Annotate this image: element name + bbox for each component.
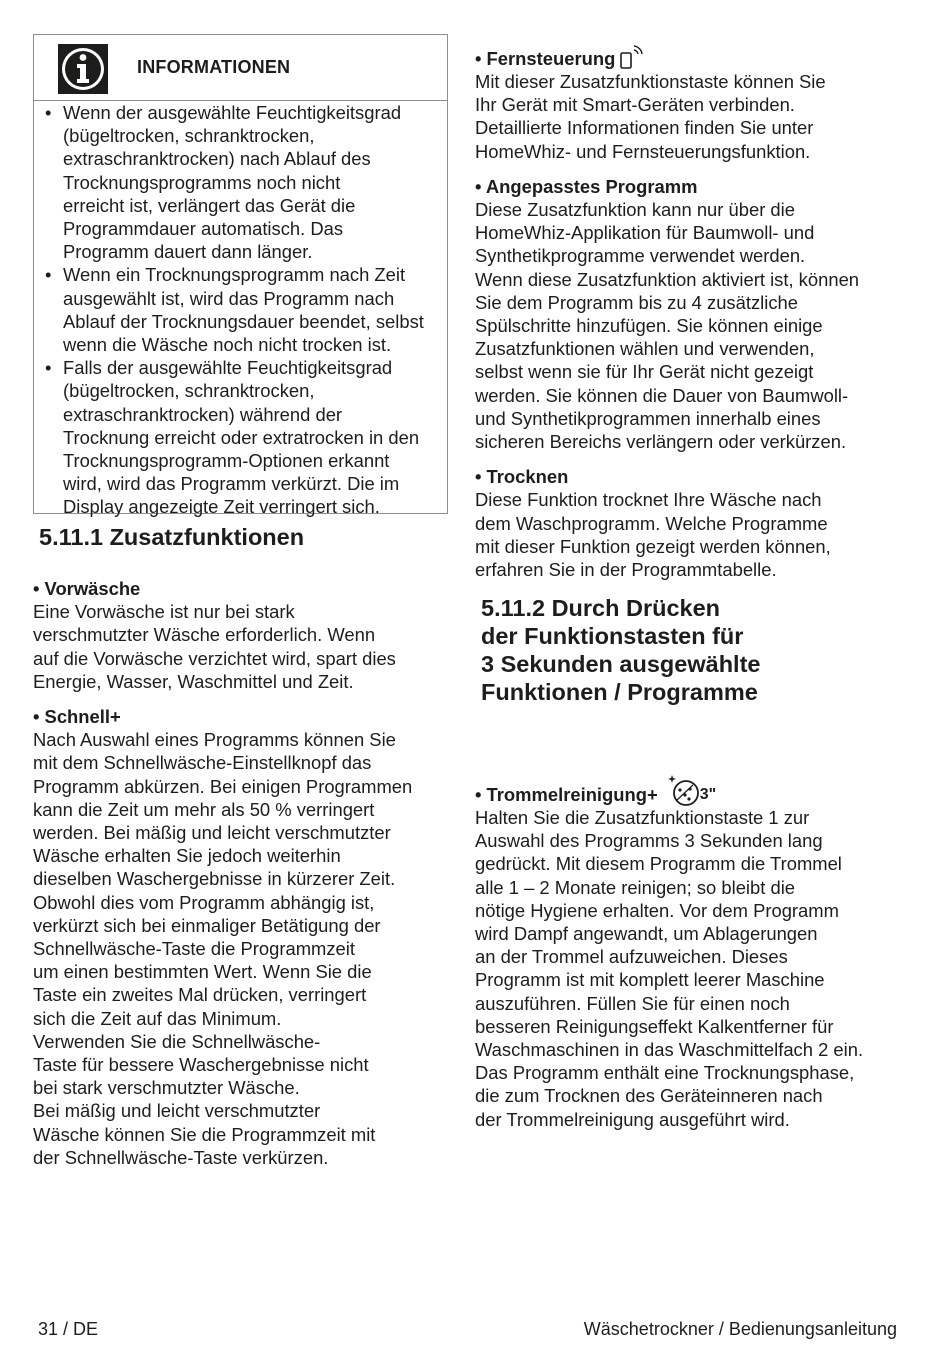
- function-heading: • Schnell+: [33, 706, 121, 728]
- function-item-trocknen: [475, 465, 925, 581]
- drum-cleaning-duration-label: 3": [699, 785, 717, 803]
- function-item-trommelreinigung: [475, 770, 930, 1131]
- function-heading: • Fernsteuerung: [475, 47, 616, 69]
- info-icon: [58, 44, 108, 94]
- section-title-zusatzfunktionen: 5.11.1 Zusatzfunktionen: [39, 524, 305, 550]
- list-item: [34, 356, 449, 518]
- list-item: [34, 263, 449, 356]
- function-heading: • Trommelreinigung+: [475, 783, 658, 805]
- section-title-drucken: 5.11.2 Durch Drücken der Funktionstasten für 3 Sekunden ausgewählte Funktionen / Programme: [481, 595, 761, 705]
- function-text: Nach Auswahl eines Programms können Sie mit dem Schnellwäsche-Einstellknopf das Programm abkürzen. Bei einigen Programmen kann die Zeit um mehr als 50 % verringert werden. Bei mäßig und leicht verschmutzter Wäsche erhalten Sie jedoch weiterhin dieselben Waschergebnisse in kürzerer Zeit. Obwohl dies vom Programm abhängig ist, verkürzt sich bei einmaliger Betätigung der Schnellwäsche-Taste die Programmzeit um einen bestimmten Wert. Wenn Sie die Taste ein zweites Mal drücken, verringert sich die Zeit auf das Minimum. Verwenden Sie die Schnellwäsche- Taste für bessere Waschergebnisse nicht bei stark verschmutzter Wäsche. Bei mäßig und leicht verschmutzter Wäsche können Sie die Programmzeit mit der Schnellwäsche-Taste verkürzen.: [33, 729, 413, 1168]
- function-item-vorwaesche: [33, 577, 453, 693]
- function-heading-row: [475, 770, 930, 806]
- function-text: Diese Funktion trocknet Ihre Wäsche nach dem Waschprogramm. Welche Programme mit dieser Funktion gezeigt werden können, erfahren Sie in der Programmtabelle.: [475, 489, 831, 581]
- list-item: [34, 101, 449, 263]
- remote-control-icon: [619, 44, 643, 70]
- page-number: 31 / DE: [38, 1319, 99, 1339]
- information-item-text: Falls der ausgewählte Feuchtigkeitsgrad (bügeltrocken, schranktrocken, extraschranktrocken) während der Trocknung erreicht oder extratrocken in den Trocknungsprogramm-Optionen erkannt wird, wird das Programm verkürzt. Die im Display angezeigte Zeit verringert sich.: [63, 357, 420, 518]
- function-text: Halten Sie die Zusatzfunktionstaste 1 zur Auswahl des Programms 3 Sekunden lang gedrückt. Mit diesem Programm die Trommel alle 1 – 2 Monate reinigen; so bleibt die nötige Hygiene erhalten. Vor dem Programm wird Dampf angewandt, um Ablagerungen an der Trommel aufzuweichen. Dieses Programm ist mit komplett leerer Maschine auszuführen. Füllen Sie für einen noch besseren Reinigungseffekt Kalkentferner für Waschmaschinen in das Waschmittelfach 2 ein. Das Programm enthält eine Trocknungsphase, die zum Trocknen des Geräteinneren nach der Trommelreinigung ausgeführt wird.: [475, 807, 864, 1130]
- information-header: [34, 35, 447, 101]
- drum-cleaning-icon: [666, 773, 702, 809]
- function-heading: • Vorwäsche: [33, 578, 141, 599]
- information-item-text: Wenn der ausgewählte Feuchtigkeitsgrad (bügeltrocken, schranktrocken, extraschranktrocken) nach Ablauf des Trocknungsprogramms noch nicht erreicht ist, verlängert das Gerät die Programmdauer automatisch. Das Programm dauert dann länger.: [63, 102, 402, 263]
- function-item-angepasstes-programm: [475, 175, 925, 453]
- function-text: Mit dieser Zusatzfunktionstaste können Sie Ihr Gerät mit Smart-Geräten verbinden. Detaillierte Informationen finden Sie unter HomeWhiz- und Fernsteuerungsfunktion.: [475, 71, 826, 162]
- information-title: INFORMATIONEN: [137, 57, 291, 77]
- information-box: [33, 34, 448, 518]
- function-heading-row: [475, 44, 925, 70]
- function-heading: • Angepasstes Programm: [475, 175, 698, 197]
- function-item-fernsteuerung: [475, 44, 925, 163]
- information-list: [34, 101, 449, 519]
- function-item-schnell: [33, 705, 453, 1169]
- document-title: Wäschetrockner / Bedienungsanleitung: [583, 1319, 897, 1339]
- right-column: [475, 44, 925, 593]
- left-column: [33, 577, 453, 1181]
- information-item-text: Wenn ein Trocknungsprogramm nach Zeit ausgewählt ist, wird das Programm nach Ablauf der Trocknungsdauer beendet, selbst wenn die Wäsche noch nicht trocken ist.: [63, 264, 424, 356]
- function-text: Diese Zusatzfunktion kann nur über die HomeWhiz-Applikation für Baumwoll- und Synthetikprogramme verwendet werden. Wenn diese Zusatzfunktion aktiviert ist, können Sie dem Programm bis zu 4 zusätzliche Spülschritte hinzufügen. Sie können einige Zusatzfunktionen wählen und verwenden, selbst wenn sie für Ihr Gerät nicht gezeigt werden. Sie können die Dauer von Baumwoll- und Synthetikprogrammen innerhalb eines sicheren Bereichs verlängern oder verkürzen.: [475, 199, 860, 453]
- right-column-lower: [475, 770, 930, 1143]
- function-heading: • Trocknen: [475, 466, 569, 488]
- function-text: Eine Vorwäsche ist nur bei stark verschmutzter Wäsche erforderlich. Wenn auf die Vorwäsche verzichtet wird, spart dies Energie, Wasser, Waschmittel und Zeit.: [33, 601, 396, 692]
